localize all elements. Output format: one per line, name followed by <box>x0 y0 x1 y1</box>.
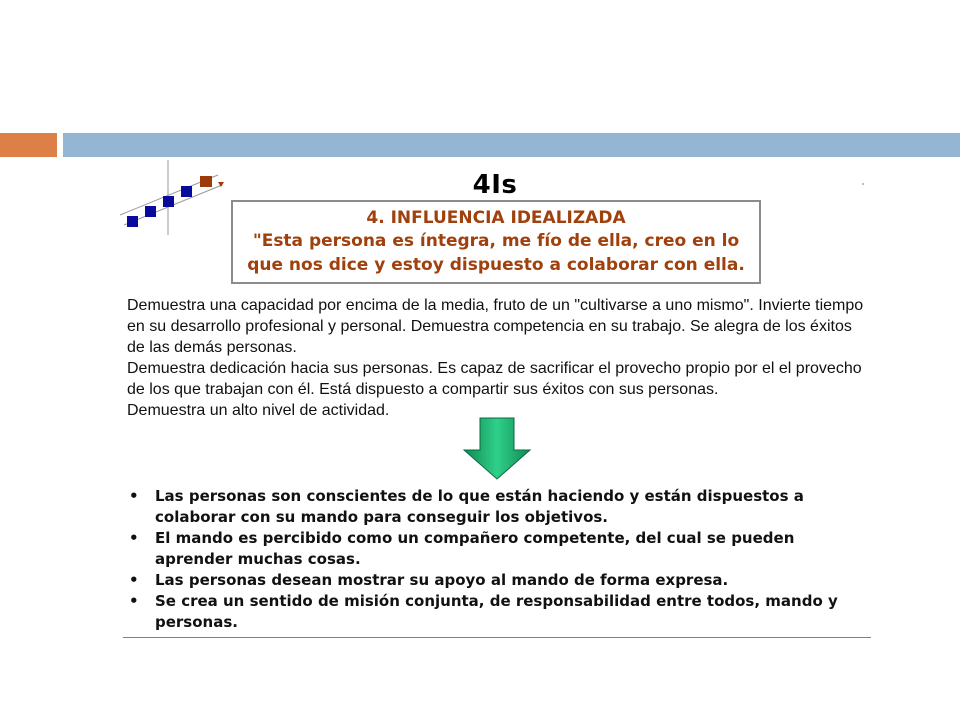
bullet: • <box>129 571 139 589</box>
bullet: • <box>129 592 139 610</box>
step-square <box>181 186 192 197</box>
description-paragraph: Demuestra un alto nivel de actividad. <box>127 402 390 419</box>
dot-mark <box>862 183 864 185</box>
growth-squares-graphic <box>118 160 233 240</box>
down-arrow-icon <box>462 417 532 481</box>
description-paragraph: Demuestra una capacidad por encima de la media, fruto de un "cultivarse a uno mismo". Invierte tiempo en su desarrollo profesional y personal. Demuestra competencia en su trabajo. Se alegra de los éxitos de las demás personas. <box>127 297 864 356</box>
list-item <box>125 591 870 633</box>
consequences-list <box>125 486 870 633</box>
step-square <box>163 196 174 207</box>
quote-text <box>233 229 759 277</box>
accent-bar-blue <box>63 133 960 157</box>
list-item-text: Se crea un sentido de misión conjunta, de responsabilidad entre todos, mando y personas. <box>155 592 838 631</box>
step-square <box>200 176 212 187</box>
list-item-text: Las personas son conscientes de lo que están haciendo y están dispuestos a colaborar con su mando para conseguir los objetivos. <box>155 487 804 526</box>
list-item <box>125 486 870 528</box>
quote-line: que nos dice y estoy dispuesto a colaborar con ella. <box>247 255 745 275</box>
description-text <box>127 295 872 421</box>
slide-title: 4Is <box>472 170 518 200</box>
bullet: • <box>129 487 139 505</box>
list-item-text: Las personas desean mostrar su apoyo al mando de forma expresa. <box>155 571 729 589</box>
step-square <box>145 206 156 217</box>
list-item-text: El mando es percibido como un compañero competente, del cual se pueden aprender muchas cosas. <box>155 529 795 568</box>
step-square <box>127 216 138 227</box>
accent-bar-orange <box>0 133 57 157</box>
quote-box <box>231 200 761 284</box>
list-item <box>125 570 870 591</box>
bullet: • <box>129 529 139 547</box>
bottom-divider <box>123 637 871 638</box>
list-item <box>125 528 870 570</box>
description-paragraph: Demuestra dedicación hacia sus personas. Es capaz de sacrificar el provecho propio por el el provecho de los que trabajan con él. Está dispuesto a compartir sus éxitos con sus personas. <box>127 360 862 398</box>
quote-line: "Esta persona es íntegra, me fío de ella, creo en lo <box>252 231 740 251</box>
quote-heading: 4. INFLUENCIA IDEALIZADA <box>366 208 626 228</box>
